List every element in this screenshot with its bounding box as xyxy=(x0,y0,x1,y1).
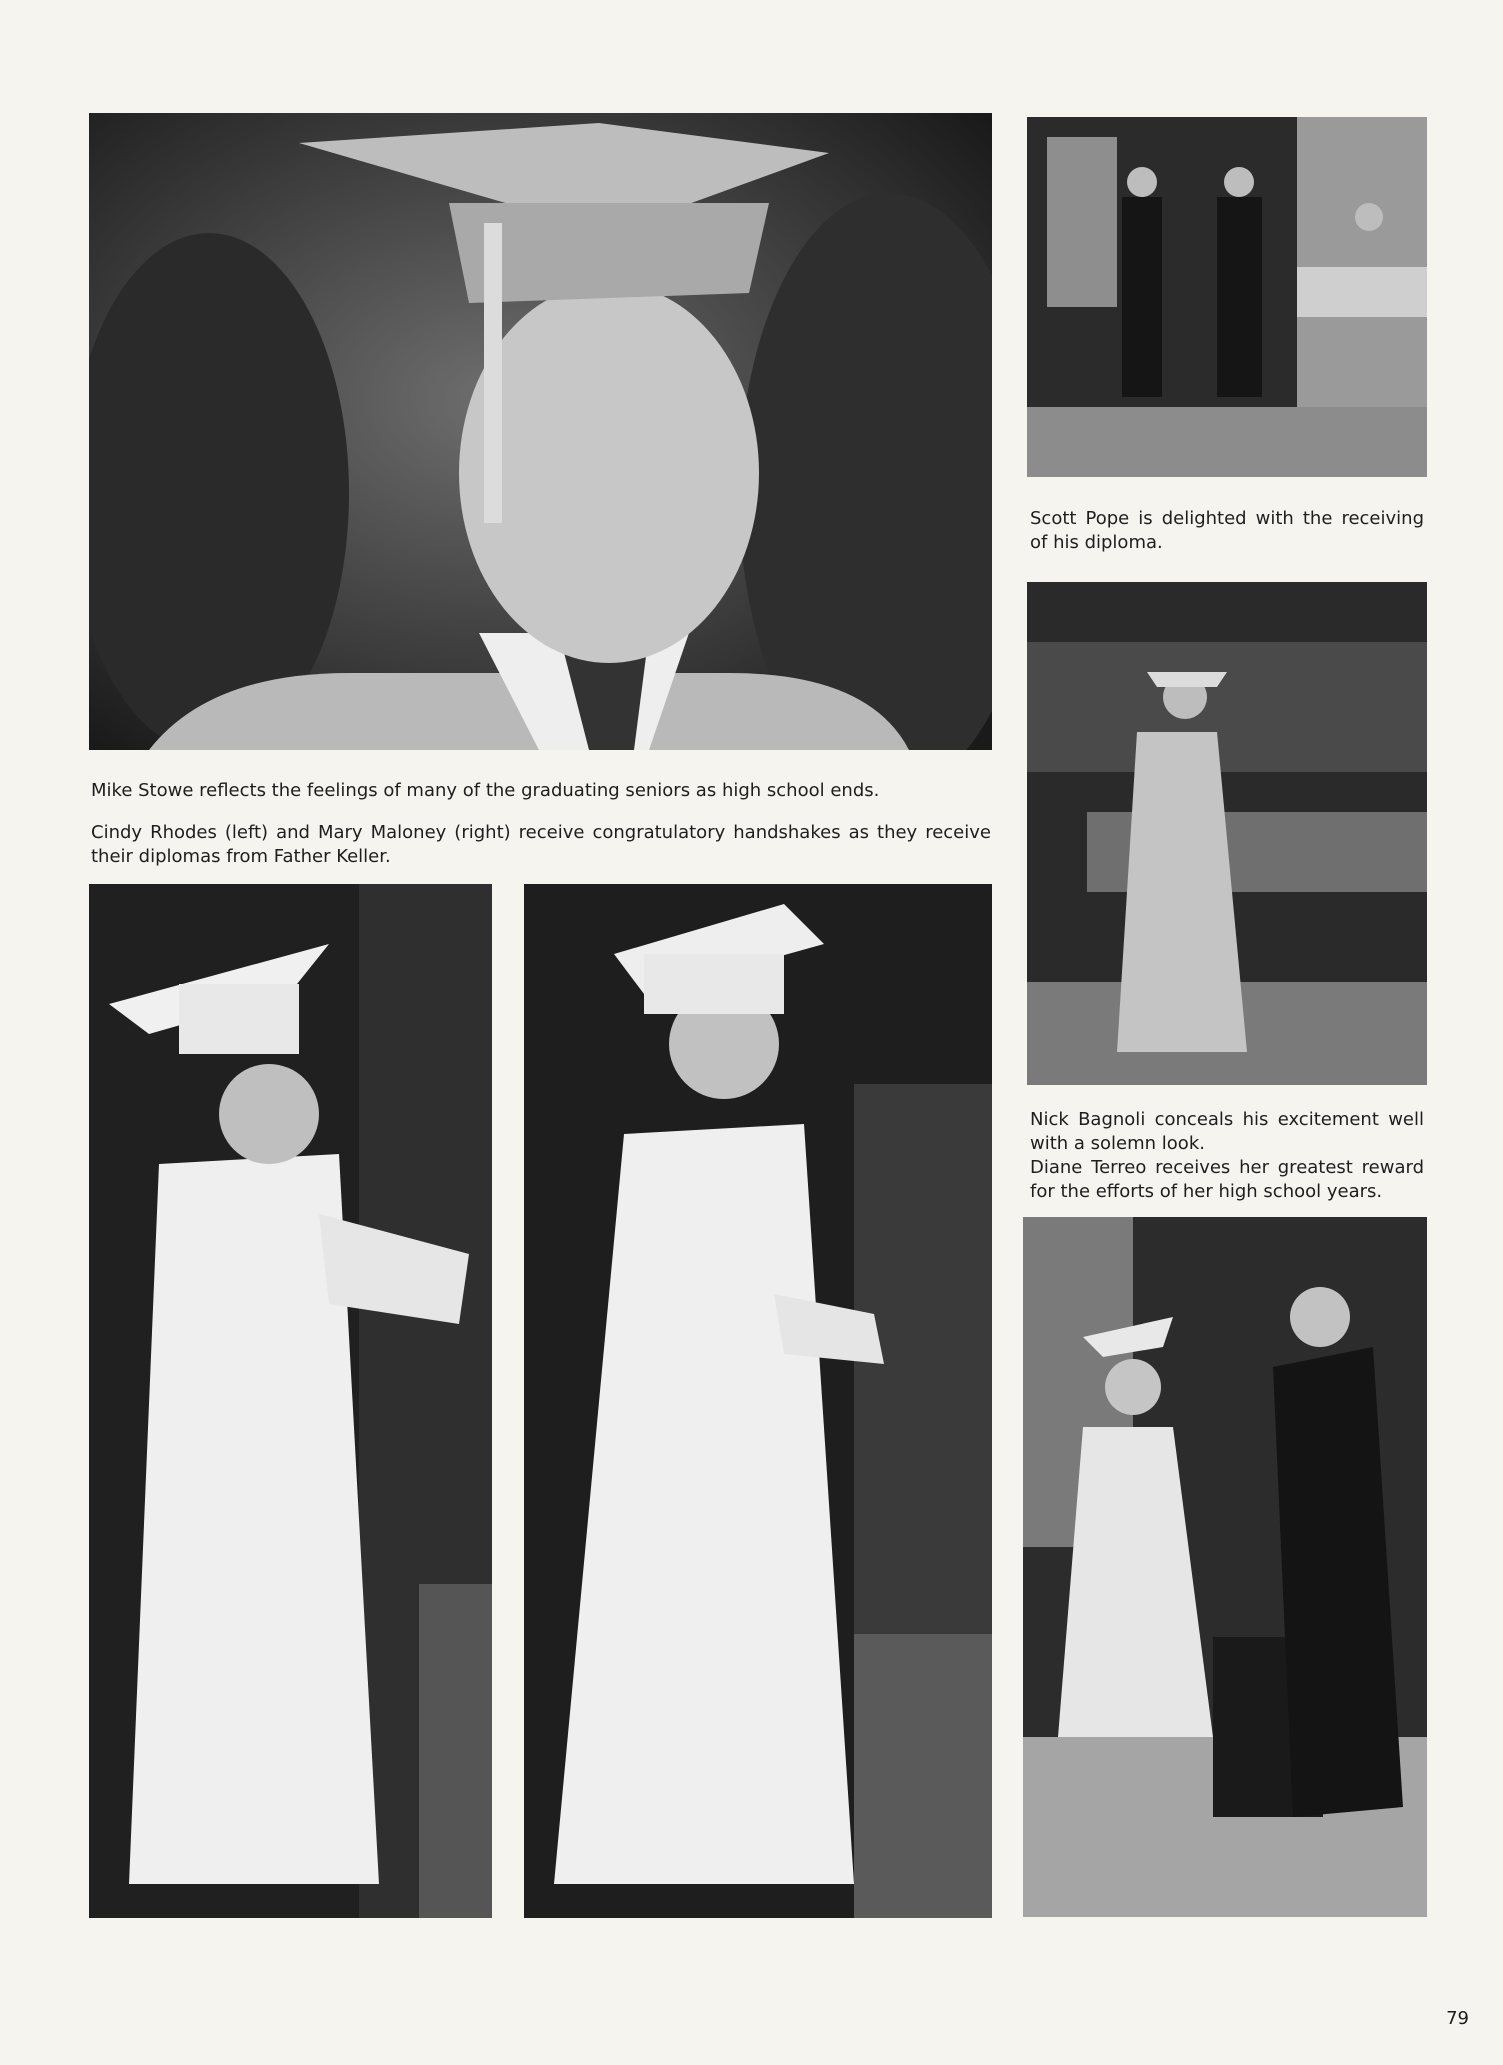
caption-diane-terreo-text: Diane Terreo receives her greatest reward for the efforts of her high school years. xyxy=(1030,1157,1424,1202)
page-number: 79 xyxy=(1446,2008,1469,2029)
caption-cindy-mary-text: Cindy Rhodes (left) and Mary Maloney (right) receive congratulatory handshakes as they receive their diplomas from Father Keller. xyxy=(91,822,991,867)
caption-nick-bagnoli-text: Nick Bagnoli conceals his excitement well with a solemn look. xyxy=(1030,1109,1424,1154)
caption-cindy-mary xyxy=(91,821,991,869)
photo-mike-stowe xyxy=(89,113,992,750)
photo-cindy-rhodes xyxy=(89,884,492,1918)
caption-nick-diane xyxy=(1030,1108,1424,1204)
caption-scott-pope-text: Scott Pope is delighted with the receiving of his diploma. xyxy=(1030,508,1424,553)
caption-mike-stowe-text: Mike Stowe reflects the feelings of many of the graduating seniors as high school ends. xyxy=(91,780,880,801)
photo-scott-pope xyxy=(1027,117,1427,477)
caption-mike-stowe xyxy=(91,779,991,803)
caption-scott-pope xyxy=(1030,507,1424,555)
photo-nick-bagnoli xyxy=(1027,582,1427,1085)
photo-diane-terreo xyxy=(1023,1217,1427,1917)
photo-mary-maloney xyxy=(524,884,992,1918)
